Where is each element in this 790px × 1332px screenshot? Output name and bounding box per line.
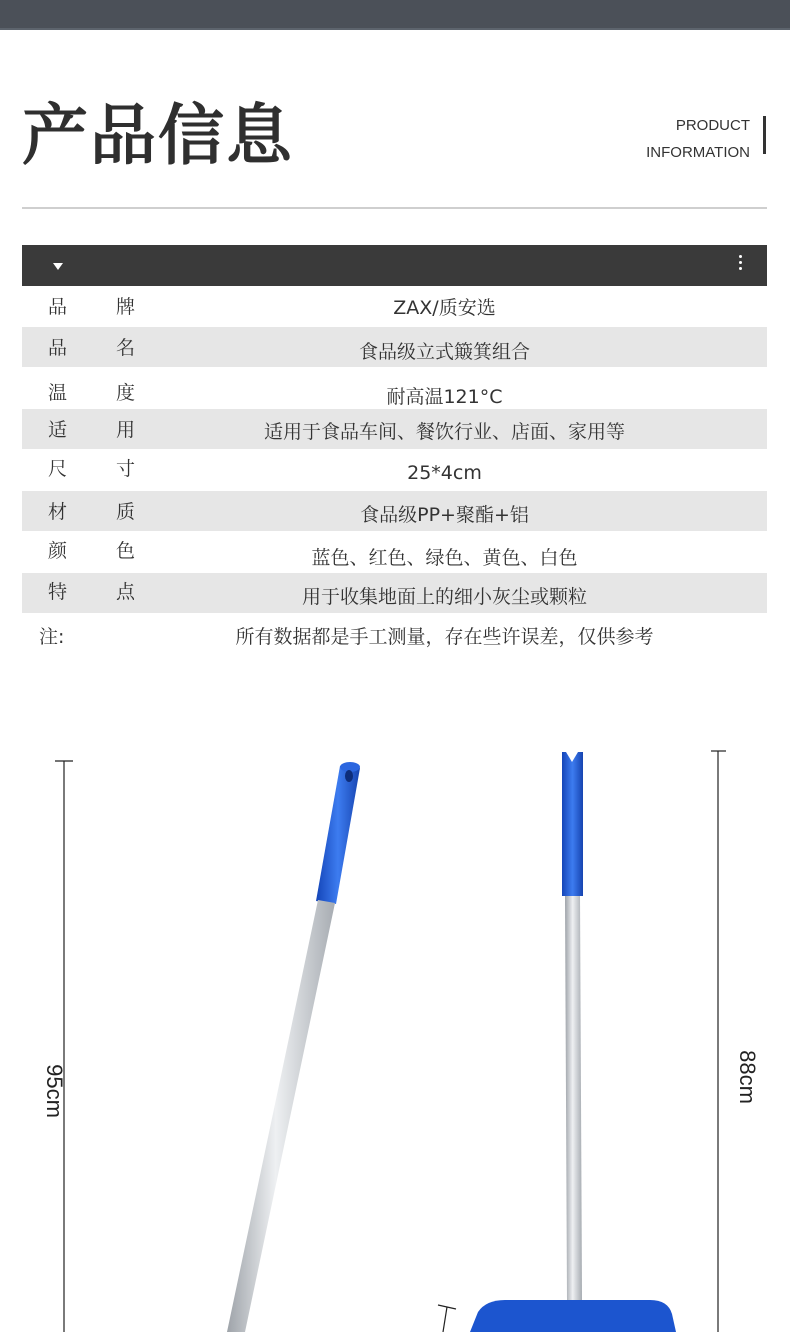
table-row — [22, 573, 767, 613]
row-value: 用于收集地面上的细小灰尘或颗粒 — [301, 586, 587, 608]
product-illustration — [0, 740, 790, 1332]
note-label: 注: — [39, 626, 65, 648]
row-value: 适用于食品车间、餐饮行业、店面、家用等 — [263, 421, 625, 443]
divider — [22, 207, 767, 209]
dustpan-body — [470, 1300, 676, 1332]
row-label-char1: 特 — [48, 581, 68, 603]
row-label-char1: 尺 — [48, 458, 68, 480]
row-label-char1: 适 — [48, 419, 68, 441]
more-vertical-icon — [737, 255, 743, 275]
row-value: 25*4cm — [407, 462, 482, 484]
broom-handle — [227, 762, 360, 1332]
table-row — [22, 286, 767, 326]
dimension-label-left: 95cm — [41, 1064, 67, 1118]
table-row — [22, 532, 767, 572]
row-label-char2: 寸 — [116, 458, 136, 480]
section-subtitle — [646, 112, 750, 166]
table-header-bar — [22, 245, 767, 286]
subtitle-line-1: PRODUCT — [675, 117, 750, 134]
section-title: 产品信息 — [22, 97, 294, 174]
row-label-char1: 品 — [48, 337, 68, 359]
table-row — [22, 450, 767, 490]
dimension-line-left — [55, 761, 73, 1332]
note-text: 所有数据都是手工测量，存在些许误差，仅供参考 — [235, 626, 654, 648]
row-value: 蓝色、红色、绿色、黄色、白色 — [311, 547, 578, 569]
dimension-label-right: 88cm — [734, 1050, 760, 1104]
row-label-char1: 品 — [48, 296, 68, 318]
row-value: 耐高温121°C — [386, 386, 503, 408]
row-label-char1: 颜 — [48, 540, 68, 562]
row-label-char1: 温 — [48, 382, 68, 404]
row-label-char2: 度 — [116, 382, 136, 404]
row-label-char1: 材 — [48, 501, 68, 523]
row-label-char2: 质 — [116, 501, 136, 523]
table-row — [22, 368, 767, 408]
top-banner — [0, 0, 790, 30]
dimension-line-right — [711, 751, 726, 1332]
row-label-char2: 用 — [116, 419, 136, 441]
subtitle-line-2: INFORMATION — [646, 144, 750, 161]
table-row — [22, 327, 767, 367]
row-label-char2: 色 — [116, 540, 136, 562]
row-value: 食品级立式簸箕组合 — [358, 341, 530, 363]
subtitle-bar — [763, 116, 766, 154]
table-row — [22, 491, 767, 531]
dimension-line-small — [438, 1305, 456, 1332]
table-row — [22, 409, 767, 449]
dropdown-triangle-icon — [53, 263, 63, 270]
row-label-char2: 牌 — [116, 296, 136, 318]
row-label-char2: 名 — [116, 337, 136, 359]
dustpan-handle — [562, 752, 583, 1300]
row-value: 食品级PP+聚酯+铝 — [360, 504, 529, 526]
row-label-char2: 点 — [116, 581, 136, 603]
row-value: ZAX/质安选 — [393, 297, 496, 319]
top-banner-edge — [0, 28, 790, 30]
